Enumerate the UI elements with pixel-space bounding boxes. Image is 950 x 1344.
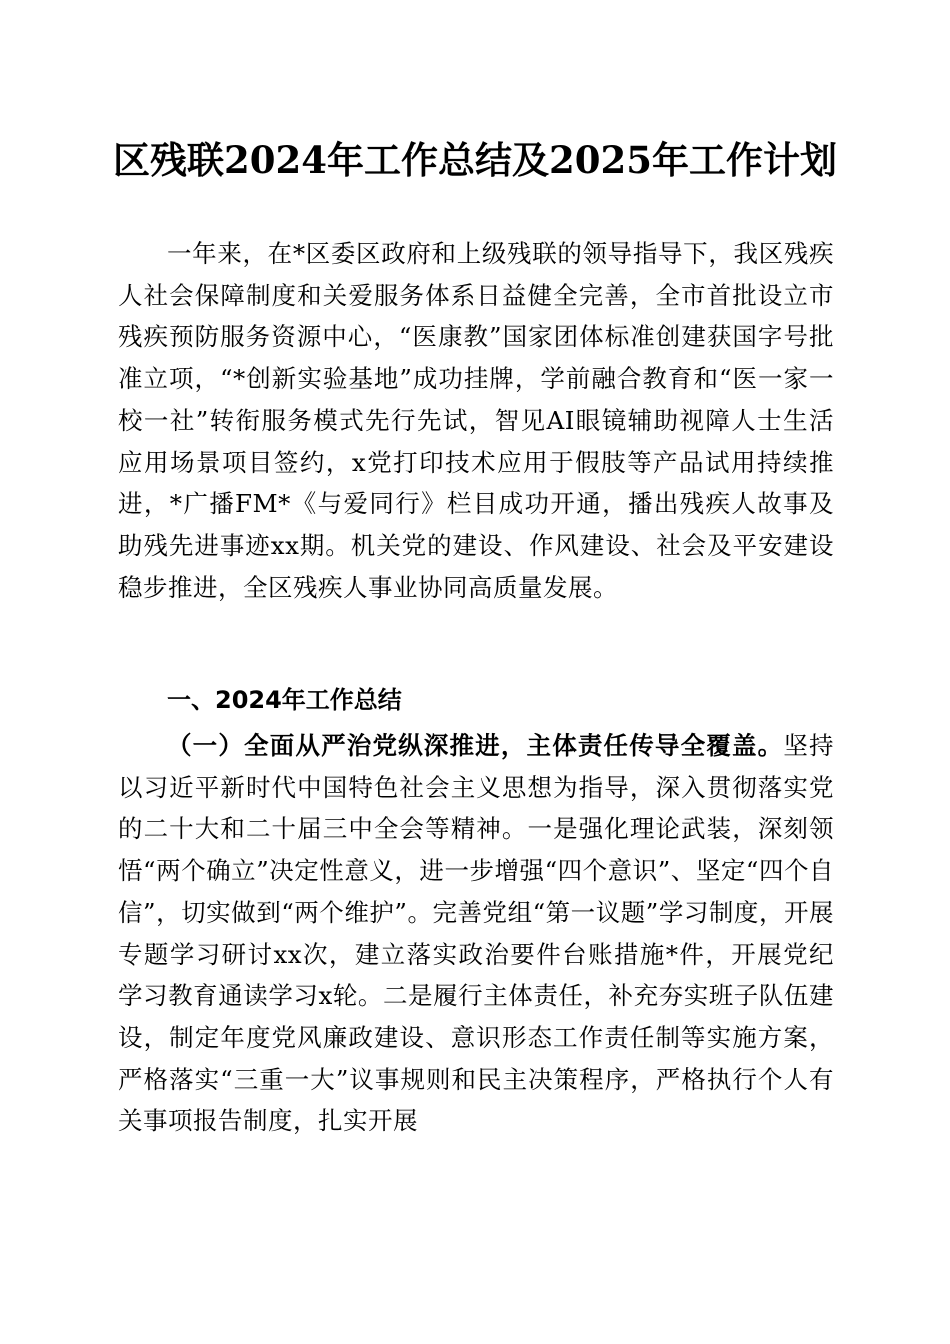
intro-paragraph: 一年来，在*区委区政府和上级残联的领导指导下，我区残疾人社会保障制度和关爱服务体系日益健全完善，全市首批设立市残疾预防服务资源中心，“医康教”国家团体标准创建获国字号批准立项，“*创新实验基地”成功挂牌，学前融合教育和“医一家一校一社”转衔服务模式先行先试，智见AI眼镜辅助视障人士生活应用场景项目签约，x党打印技术应用于假肢等产品试用持续推进，*广播FM*《与爱同行》栏目成功开通，播出残疾人故事及助残先进事迹xx期。机关党的建设、作风建设、社会及平安建设稳步推进，全区残疾人事业协同高质量发展。 bbox=[118, 239, 834, 602]
subsection-1-body: 坚持以习近平新时代中国特色社会主义思想为指导，深入贯彻落实党的二十大和二十届三中全会等精神。一是强化理论武装，深刻领悟“两个确立”决定性意义，进一步增强“四个意识”、坚定“四个自信”，切实做到“两个维护”。完善党组“第一议题”学习制度，开展专题学习研讨xx次，建立落实政治要件台账措施*件，开展党纪学习教育通读学习x轮。二是履行主体责任，补充夯实班子队伍建设，制定年度党风廉政建设、意识形态工作责任制等实施方案，严格落实“三重一大”议事规则和民主决策程序，严格执行个人有关事项报告制度，扎实开展 bbox=[118, 731, 835, 1136]
document-title: 区残联2024年工作总结及2025年工作计划 bbox=[113, 138, 837, 182]
subsection-1-paragraph bbox=[118, 725, 834, 1142]
section-heading-2024-summary: 一、2024年工作总结 bbox=[167, 686, 402, 714]
subsection-1-lead: （一）全面从严治党纵深推进，主体责任传导全覆盖。 bbox=[167, 731, 784, 760]
